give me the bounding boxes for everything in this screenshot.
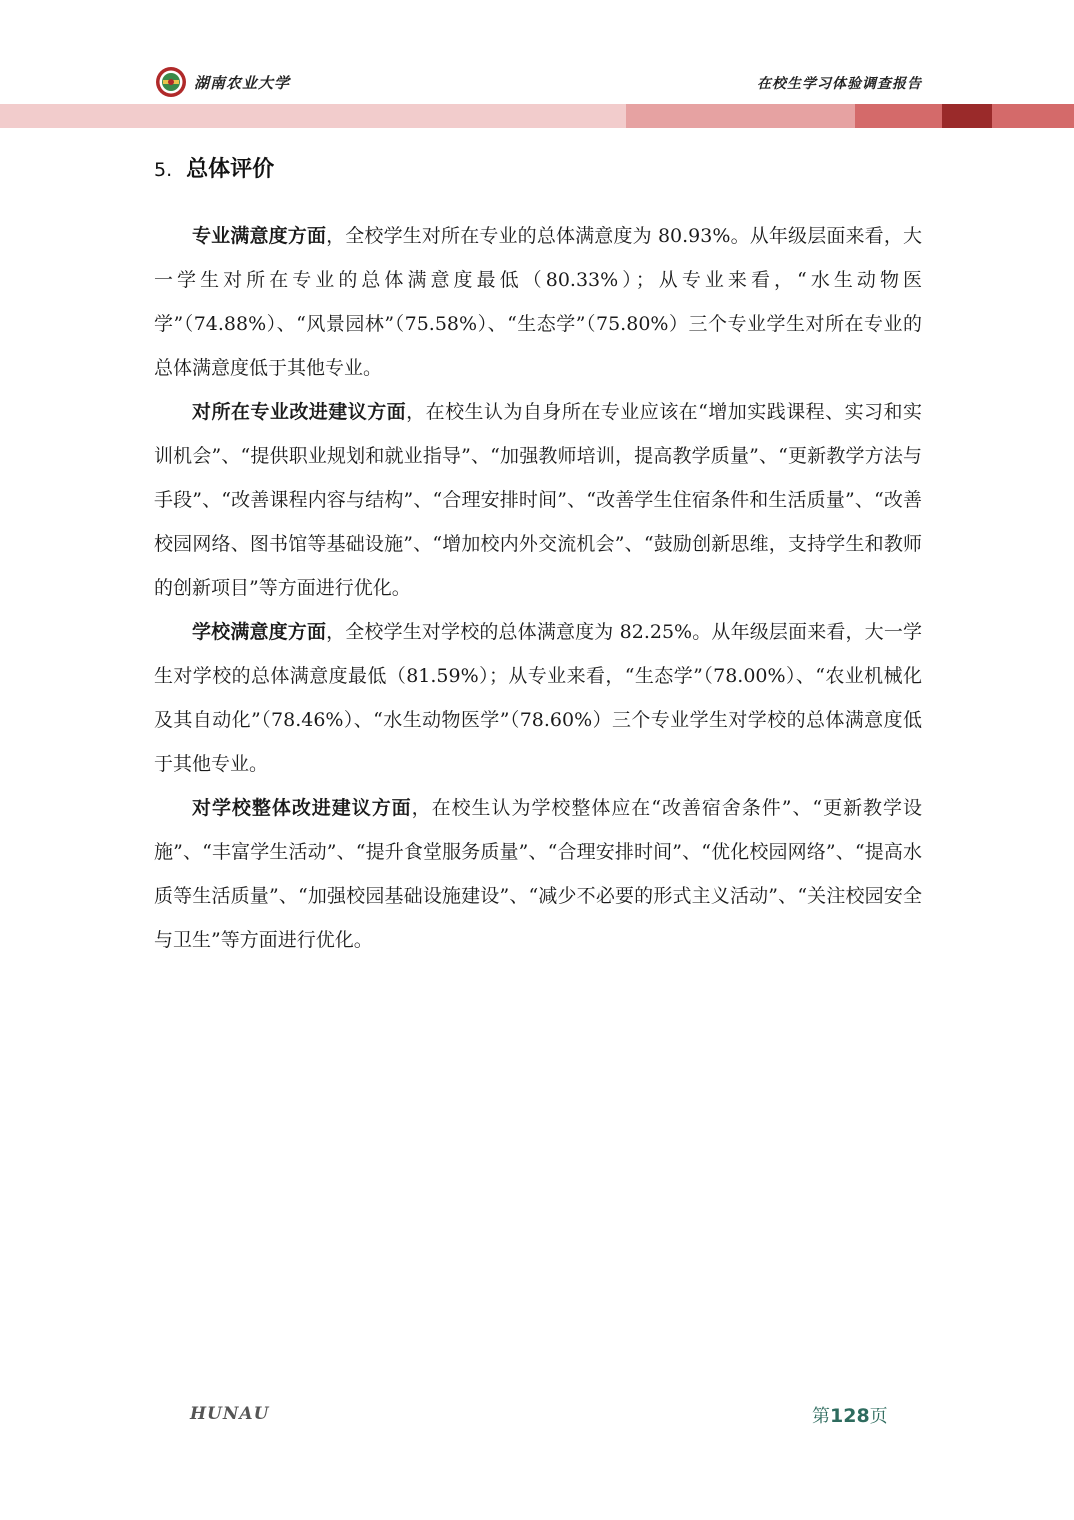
page-header — [0, 0, 1074, 104]
section-title: 总体评价 — [186, 157, 275, 182]
header-color-band — [0, 104, 1074, 128]
paragraph-lead: 对所在专业改进建议方面 — [192, 401, 407, 423]
page-number: 128 — [830, 1405, 870, 1427]
paragraph-school-satisfaction — [154, 610, 922, 786]
paragraph-text: ，在校生认为学校整体应在“改善宿舍条件”、“更新教学设施”、“丰富学生活动”、“提升食堂服务质量”、“合理安排时间”、“优化校园网络”、“提高水质等生活质量”、“加强校园基础设施建设”、“减少不必要的形式主义活动”、“关注校园安全与卫生”等方面进行优化。 — [154, 797, 922, 951]
report-title: 在校生学习体验调查报告 — [757, 76, 922, 92]
band-segment-strong-end — [992, 104, 1074, 128]
paragraph-text: ，全校学生对学校的总体满意度为 82.25%。从年级层面来看，大一学生对学校的总体满意度最低（81.59%）；从专业来看，“生态学”（78.00%）、“农业机械化及其自动化”（78.46%）、“水生动物医学”（78.60%）三个专业学生对学校的总体满意度低于其他专业。 — [154, 621, 922, 775]
page-suffix: 页 — [869, 1406, 888, 1427]
page-number-label — [812, 1402, 888, 1428]
band-segment-strong — [855, 104, 942, 128]
paragraph-major-suggestions — [154, 390, 922, 610]
paragraph-school-suggestions — [154, 786, 922, 962]
section-heading — [154, 152, 274, 183]
band-segment-mid — [626, 104, 855, 128]
university-logo-icon — [155, 66, 187, 98]
university-name: 湖南农业大学 — [194, 74, 291, 92]
paragraph-text: ，全校学生对所在专业的总体满意度为 80.93%。从年级层面来看，大一学生对所在专业的总体满意度最低（80.33%）；从专业来看，“水生动物医学”（74.88%）、“风景园林”（75.58%）、“生态学”（75.80%）三个专业学生对所在专业的总体满意度低于其他专业。 — [154, 225, 922, 379]
paragraph-major-satisfaction — [154, 214, 922, 390]
section-number: 5. — [154, 159, 173, 181]
page-prefix: 第 — [812, 1406, 830, 1427]
body-content — [154, 214, 922, 962]
band-segment-dark — [942, 104, 992, 128]
paragraph-lead: 专业满意度方面 — [192, 225, 327, 247]
footer-brand: HUNAU — [190, 1404, 270, 1424]
paragraph-text: ，在校生认为自身所在专业应该在“增加实践课程、实习和实训机会”、“提供职业规划和就业指导”、“加强教师培训，提高教学质量”、“更新教学方法与手段”、“改善课程内容与结构”、“合理安排时间”、“改善学生住宿条件和生活质量”、“改善校园网络、图书馆等基础设施”、“增加校内外交流机会”、“鼓励创新思维，支持学生和教师的创新项目”等方面进行优化。 — [154, 401, 922, 599]
paragraph-lead: 学校满意度方面 — [192, 621, 327, 643]
paragraph-lead: 对学校整体改进建议方面 — [192, 797, 412, 819]
band-segment-light — [0, 104, 626, 128]
